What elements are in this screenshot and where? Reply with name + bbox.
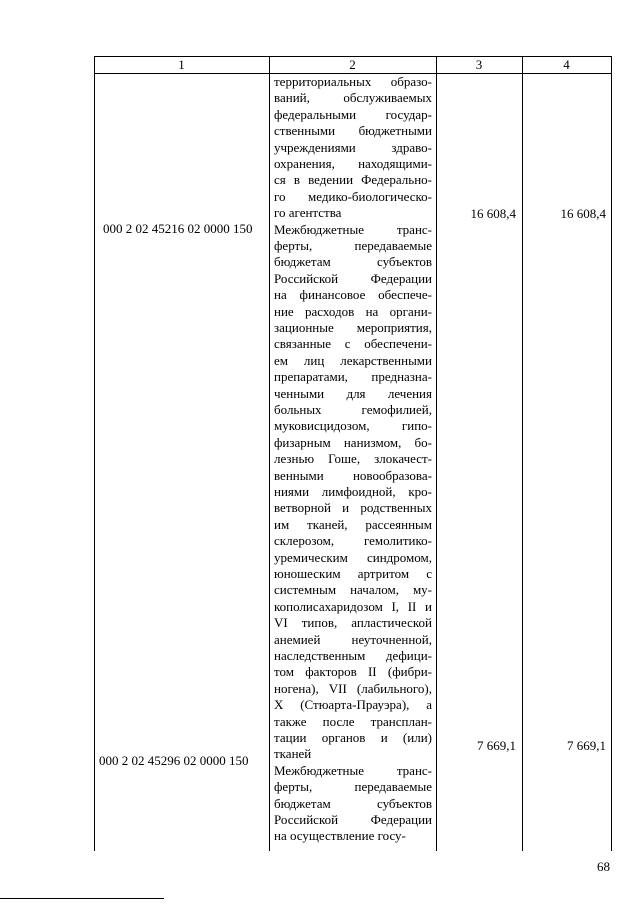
column-divider-3	[522, 56, 523, 851]
description-line: ногена), VII (лабильного),	[274, 680, 432, 696]
description-line: ниями лимфоидной, кро-	[274, 484, 432, 499]
description-line: склерозом, гемолитико-	[274, 533, 432, 549]
description-line: тации органов и (или)	[274, 730, 432, 745]
description-line: Межбюджетные транс-	[274, 221, 432, 237]
budget-code-1: 000 2 02 45216 02 0000 150	[103, 221, 253, 236]
amount-col3-row1: 16 608,4	[470, 206, 516, 221]
description-line: ченными для лечения	[274, 385, 432, 401]
description-line: ние расходов на органи-	[274, 303, 432, 319]
description-line: связанные с обеспечени-	[274, 336, 432, 352]
description-line: наследственным дефици-	[274, 648, 432, 663]
budget-code-2: 000 2 02 45296 02 0000 150	[99, 753, 249, 768]
description-line: тканей	[274, 746, 312, 762]
description-line: юношеским артритом с	[274, 566, 432, 581]
description-line: охранения, находящими-	[274, 156, 432, 171]
description-line: бюджетам субъектов	[274, 795, 432, 811]
description-line: также после трансплан-	[274, 713, 432, 729]
description-line: бюджетам субъектов	[274, 254, 432, 270]
description-line: им тканей, рассеянным	[274, 516, 432, 532]
column-header-1: 1	[178, 57, 185, 72]
description-line: VI типов, апластической	[274, 615, 432, 631]
table-right-border	[611, 56, 612, 851]
description-line: территориальных образо-	[274, 74, 432, 89]
page-number: 68	[597, 859, 610, 874]
description-line: Российской Федерации	[274, 270, 432, 286]
column-header-3: 3	[475, 57, 483, 72]
column-divider-2	[436, 56, 437, 851]
description-line: го медико-биологическо-	[274, 188, 432, 204]
column-divider-1	[269, 56, 270, 851]
description-line: том факторов II (фибри-	[274, 664, 432, 680]
description-line: больных гемофилией,	[274, 402, 432, 417]
description-line: лезнью Гоше, злокачест-	[274, 451, 432, 467]
budget-table	[94, 56, 612, 851]
description-line: на финансовое обеспече-	[274, 287, 432, 303]
description-line: муковисцидозом, гипо-	[274, 418, 432, 434]
description-line: венными новообразова-	[274, 467, 432, 483]
description-line: зационные мероприятия,	[274, 320, 432, 335]
description-line: уремическим синдромом,	[274, 549, 432, 565]
description-line: Межбюджетные транс-	[274, 762, 432, 778]
description-line: анемией неуточненной,	[274, 631, 432, 647]
description-line: ферты, передаваемые	[274, 238, 432, 253]
description-line: системным началом, му-	[274, 582, 432, 598]
column-header-4: 4	[563, 57, 570, 72]
description-line: федеральными государ-	[274, 106, 432, 122]
description-line: ферты, передаваемые	[274, 779, 432, 795]
column-header-2: 2	[349, 57, 356, 72]
description-line: на осуществление госу-	[274, 828, 406, 844]
description-line: Российской Федерации	[274, 812, 432, 827]
description-line: ваний, обслуживаемых	[274, 90, 432, 106]
description-line: ем лиц лекарственными	[274, 352, 432, 368]
description-line: ся в ведении Федерально-	[274, 172, 432, 188]
description-line: препаратами, предназна-	[274, 369, 432, 385]
description-line: физарным нанизмом, бо-	[274, 434, 432, 450]
amount-col3-row2: 7 669,1	[477, 738, 516, 753]
table-left-border	[94, 56, 95, 851]
description-line: учреждениями здраво-	[274, 139, 432, 155]
amount-col4-row2: 7 669,1	[567, 738, 606, 753]
footnote-separator	[0, 898, 164, 899]
description-line: X (Стюарта-Прауэра), а	[274, 697, 432, 713]
description-line: кополисахаридозом I, II и	[274, 598, 432, 614]
description-line: ственными бюджетными	[274, 123, 432, 139]
amount-col4-row1: 16 608,4	[560, 206, 606, 221]
description-line: го агентства	[274, 205, 342, 221]
description-line: ветворной и родственных	[274, 500, 432, 516]
